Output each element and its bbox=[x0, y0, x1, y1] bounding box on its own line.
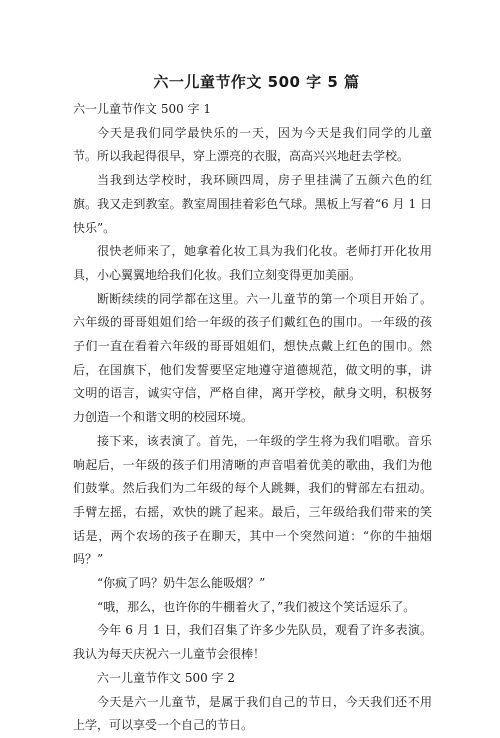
paragraph: 今天是我们同学最快乐的一天，因为今天是我们同学的儿童节。所以我起得很早，穿上漂亮的衣服，高高兴兴地赶去学校。 bbox=[73, 125, 432, 164]
paragraph: 接下来，该表演了。首先，一年级的学生将为我们唱歌。音乐响起后，一年级的孩子们用清晰的声音唱着优美的歌曲，我们为他们鼓掌。然后我们为二年级的每个人跳舞，我们的臂部左右扭动。手臂左摇，右摇，欢快的跳了起来。最后，三年级给我们带来的笑话是，两个农场的孩子在聊天，其中一个突然问道：“你的牛抽烟吗？” bbox=[73, 433, 432, 567]
paragraph: 今天是六一儿童节，是属于我们自己的节日，今天我们还不用上学，可以享受一个自己的节日。 bbox=[73, 694, 432, 733]
document-title: 六一儿童节作文 500 字 5 篇 bbox=[153, 73, 360, 91]
dialogue-line: “哦，那么，也许你的牛棚着火了，”我们被这个笑话逗乐了。 bbox=[97, 599, 416, 614]
paragraph: 当我到达学校时，我环顾四周，房子里挂满了五颜六色的红旗。我又走到教室。教室周围挂着彩色气球。黑板上写着“6 月 1 日快乐”。 bbox=[73, 173, 432, 235]
paragraph: 断断续续的同学都在这里。六一儿童节的第一个项目开始了。六年级的哥哥姐姐们给一年级的孩子们戴红色的围巾。一年级的孩子们一直在看着六年级的哥哥姐姐们，想快点戴上红色的围巾。然后，在国旗下，他们发誓要坚定地遵守道德规范，做文明的事，讲文明的语言，诚实守信，严格自律，离开学校，献身文明，积极努力创造一个和谐文明的校园环境。 bbox=[73, 291, 432, 425]
section-heading: 六一儿童节作文 500 字 2 bbox=[97, 670, 235, 685]
paragraph: 很快老师来了，她拿着化妆工具为我们化妆。老师打开化妆用具，小心翼翼地给我们化妆。我们立刻变得更加美丽。 bbox=[73, 244, 432, 282]
document-body bbox=[73, 98, 432, 738]
section-heading: 六一儿童节作文 500 字 1 bbox=[73, 102, 211, 116]
paragraph: 今年 6 月 1 日，我们召集了许多少先队员，观看了许多表演。我认为每天庆祝六一儿童节会很棒！ bbox=[73, 623, 432, 662]
dialogue-line: “你疯了吗？奶牛怎么能吸烟？” bbox=[97, 576, 266, 591]
